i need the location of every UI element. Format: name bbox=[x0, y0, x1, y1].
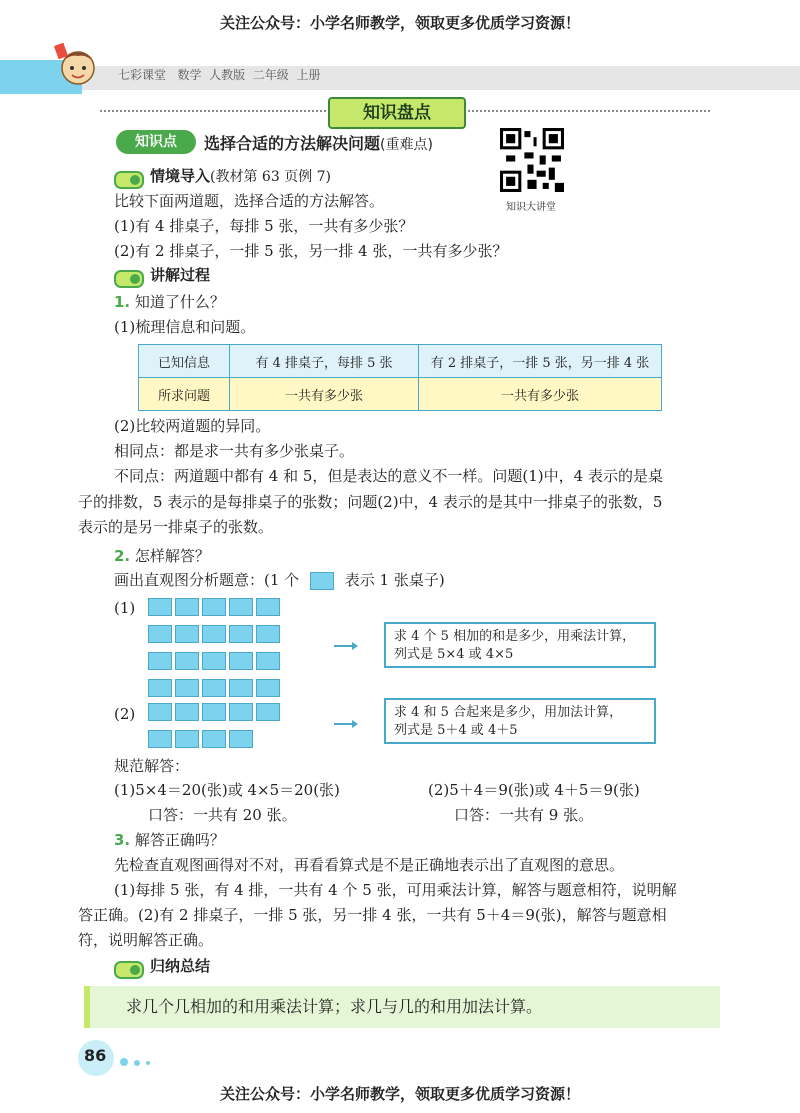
same-point: 相同点：都是求一共有多少张桌子。 bbox=[114, 442, 355, 460]
explanation-box-1 bbox=[384, 622, 656, 668]
check-line: 符，说明解答正确。 bbox=[78, 931, 214, 949]
desk-box bbox=[256, 598, 280, 616]
sub-1: (1)梳理信息和问题。 bbox=[114, 318, 256, 336]
table-cell: 有 2 排桌子，一排 5 张，另一排 4 张 bbox=[419, 345, 662, 378]
desk-box bbox=[202, 625, 226, 643]
draw-text bbox=[114, 568, 445, 592]
kp-title-text: 选择合适的方法解决问题 bbox=[204, 134, 381, 153]
scenario-heading bbox=[150, 165, 331, 186]
step-number: 2. bbox=[114, 547, 131, 565]
table-cell: 一共有多少张 bbox=[230, 378, 419, 411]
answer-1-equation: (1)5×4＝20(张)或 4×5＝20(张) bbox=[114, 781, 340, 799]
page-number: 86 bbox=[84, 1046, 107, 1065]
mascot-icon bbox=[52, 40, 104, 90]
header-edition: 人教版 bbox=[209, 68, 246, 82]
arrow-right-icon bbox=[334, 645, 354, 647]
desk-box bbox=[175, 598, 199, 616]
legend-desk-box bbox=[310, 572, 334, 590]
qr-label: 知识大讲堂 bbox=[506, 202, 556, 213]
desk-box bbox=[175, 703, 199, 721]
answer-2-equation: (2)5＋4＝9(张)或 4＋5＝9(张) bbox=[428, 781, 640, 799]
header-series: 七彩课堂 bbox=[118, 68, 167, 82]
draw-text-b: 表示 1 张桌子) bbox=[344, 571, 445, 589]
desk-box bbox=[175, 679, 199, 697]
header-text bbox=[118, 66, 320, 83]
desk-box bbox=[148, 679, 172, 697]
table-cell: 有 4 排桌子，每排 5 张 bbox=[230, 345, 419, 378]
bottom-banner: 关注公众号：小学名师教学，领取更多优质学习资源！ bbox=[219, 1085, 580, 1103]
info-table bbox=[138, 344, 662, 411]
desk-box bbox=[256, 679, 280, 697]
draw-text-a: 画出直观图分析题意：(1 个 bbox=[114, 571, 300, 589]
desk-box bbox=[148, 625, 172, 643]
desk-grid-2 bbox=[148, 703, 280, 748]
arrow-right-icon bbox=[334, 723, 354, 725]
desk-box bbox=[148, 598, 172, 616]
step-3 bbox=[114, 828, 225, 852]
diff-line: 表示的是另一排桌子的张数。 bbox=[78, 518, 274, 536]
diff-line: 子的排数，5 表示的是每排桌子的张数；问题(2)中，4 表示的是其中一排桌子的张数，5 bbox=[78, 493, 663, 511]
check-line: 答正确。(2)有 2 排桌子，一排 5 张，另一排 4 张，一共有 5＋4＝9(张)，解答与题意相 bbox=[78, 906, 667, 924]
scenario-line: (2)有 2 排桌子，一排 5 张，另一排 4 张，一共有多少张？ bbox=[114, 242, 508, 260]
section-title: 知识盘点 bbox=[328, 97, 466, 129]
desk-grid-1 bbox=[148, 598, 280, 697]
desk-box bbox=[202, 703, 226, 721]
answer-1-oral: 口答：一共有 20 张。 bbox=[148, 806, 297, 824]
table-cell: 已知信息 bbox=[139, 345, 230, 378]
desk-box bbox=[202, 598, 226, 616]
table-row bbox=[139, 345, 662, 378]
decor-dot bbox=[120, 1058, 128, 1066]
desk-box bbox=[229, 679, 253, 697]
step-title: 解答正确吗？ bbox=[134, 831, 225, 849]
header-grade: 二年级 bbox=[252, 68, 289, 82]
answer-2-oral: 口答：一共有 9 张。 bbox=[454, 806, 594, 824]
desk-box bbox=[148, 652, 172, 670]
decor-dot bbox=[134, 1060, 140, 1066]
desk-box bbox=[148, 703, 172, 721]
table-cell: 所求问题 bbox=[139, 378, 230, 411]
explanation-line: 求 4 个 5 相加的和是多少，用乘法计算， bbox=[394, 629, 636, 644]
explanation-line: 列式是 5×4 或 4×5 bbox=[394, 647, 514, 662]
knowledge-point-tag: 知识点 bbox=[116, 130, 196, 154]
step-1 bbox=[114, 290, 225, 314]
knowledge-point-title bbox=[204, 131, 433, 154]
desk-box bbox=[202, 679, 226, 697]
diagram-label: (1) bbox=[114, 599, 136, 617]
explanation-line: 求 4 和 5 合起来是多少，用加法计算， bbox=[394, 705, 623, 720]
summary-box: 求几个几相加的和用乘法计算；求几与几的和用加法计算。 bbox=[84, 986, 720, 1028]
scenario-ref: (教材第 63 页例 7) bbox=[210, 169, 332, 185]
process-heading: 讲解过程 bbox=[150, 266, 211, 284]
desk-box bbox=[175, 652, 199, 670]
pill-icon bbox=[114, 171, 144, 189]
scenario-heading-text: 情境导入 bbox=[150, 167, 211, 185]
desk-box bbox=[229, 598, 253, 616]
step-number: 1. bbox=[114, 293, 131, 311]
scenario-line: 比较下面两道题，选择合适的方法解答。 bbox=[114, 192, 385, 210]
desk-box bbox=[256, 703, 280, 721]
table-row bbox=[139, 378, 662, 411]
header-volume: 上册 bbox=[296, 68, 321, 82]
table-cell: 一共有多少张 bbox=[419, 378, 662, 411]
step-number: 3. bbox=[114, 831, 131, 849]
desk-box bbox=[229, 730, 253, 748]
scenario-line: (1)有 4 排桌子，每排 5 张，一共有多少张？ bbox=[114, 217, 414, 235]
desk-box bbox=[256, 625, 280, 643]
step-title: 怎样解答？ bbox=[134, 547, 210, 565]
step-2 bbox=[114, 544, 210, 568]
header-subject: 数学 bbox=[177, 68, 202, 82]
check-line: (1)每排 5 张，有 4 排，一共有 4 个 5 张，可用乘法计算，解答与题意相符，说明解 bbox=[114, 881, 677, 899]
desk-box bbox=[229, 703, 253, 721]
desk-box bbox=[256, 652, 280, 670]
desk-box bbox=[202, 652, 226, 670]
sub-2: (2)比较两道题的异同。 bbox=[114, 417, 271, 435]
desk-box bbox=[229, 625, 253, 643]
decor-dot bbox=[146, 1061, 150, 1065]
desk-box bbox=[175, 730, 199, 748]
desk-box bbox=[175, 625, 199, 643]
desk-box bbox=[229, 652, 253, 670]
pill-icon bbox=[114, 961, 144, 979]
explanation-line: 列式是 5＋4 或 4＋5 bbox=[394, 723, 518, 738]
diagram-label: (2) bbox=[114, 705, 136, 723]
desk-box bbox=[202, 730, 226, 748]
pill-icon bbox=[114, 270, 144, 288]
explanation-box-2 bbox=[384, 698, 656, 744]
diff-line: 不同点：两道题中都有 4 和 5，但是表达的意义不一样。问题(1)中，4 表示的是桌 bbox=[114, 467, 663, 485]
summary-heading: 归纳总结 bbox=[150, 957, 211, 975]
kp-difficulty: (重难点) bbox=[380, 137, 433, 153]
top-banner: 关注公众号：小学名师教学，领取更多优质学习资源！ bbox=[219, 14, 580, 32]
qr-code-icon bbox=[500, 128, 564, 192]
desk-box bbox=[148, 730, 172, 748]
standard-heading: 规范解答： bbox=[114, 757, 190, 775]
check-line: 先检查直观图画得对不对，再看看算式是不是正确地表示出了直观图的意思。 bbox=[114, 856, 625, 874]
step-title: 知道了什么？ bbox=[134, 293, 225, 311]
